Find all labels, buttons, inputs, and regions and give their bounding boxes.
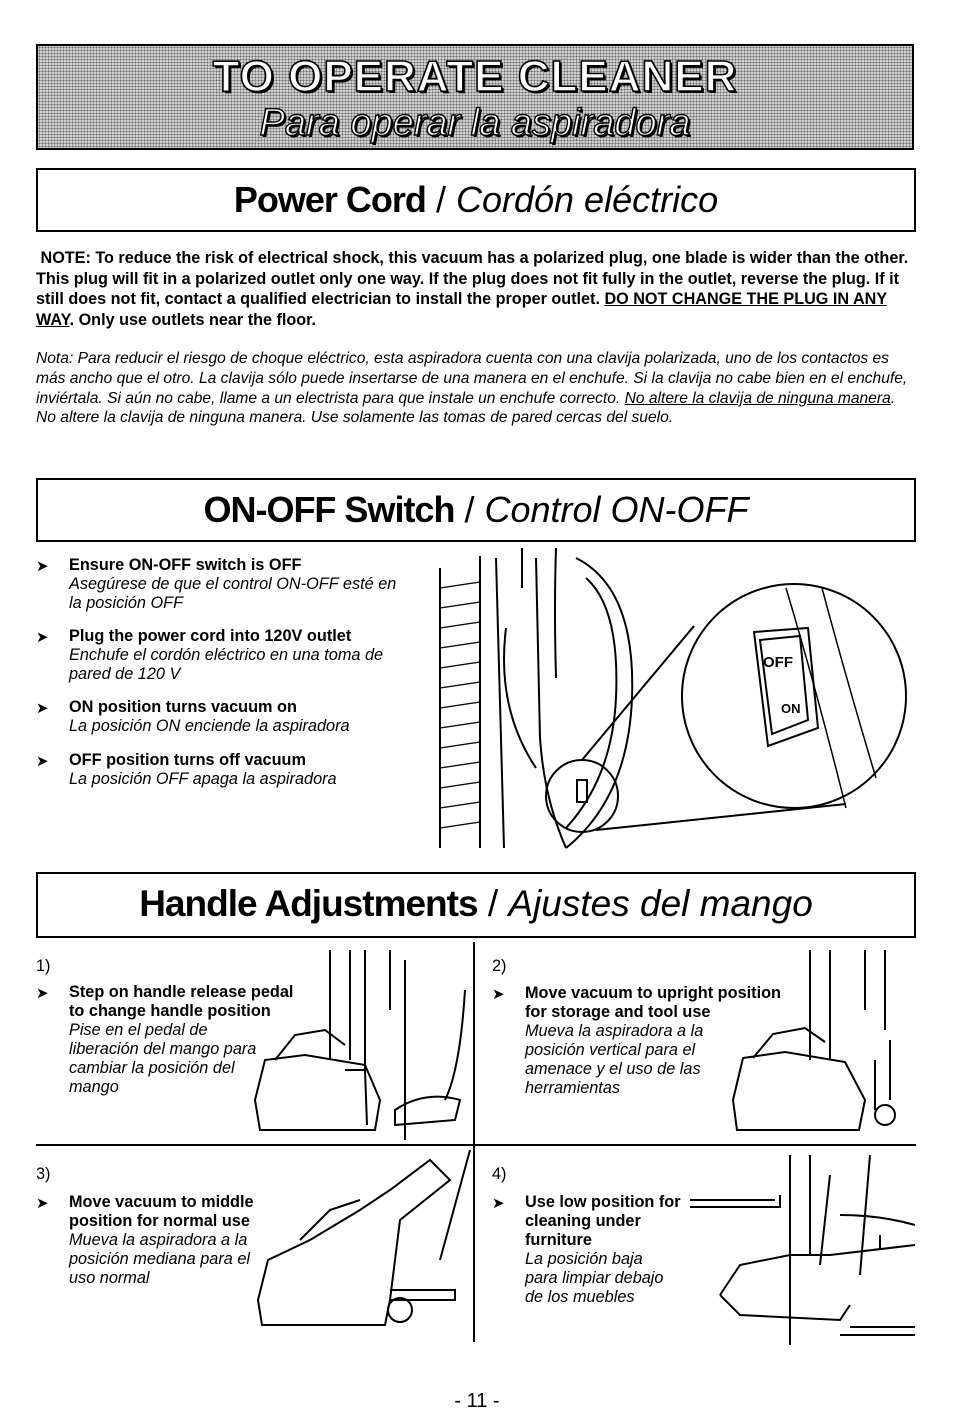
step-text-en: Step on handle release pedal to change handle position (69, 983, 294, 1020)
on-off-step-3 (36, 698, 426, 736)
handle-adjustments-heading (36, 872, 916, 938)
step-number-1: 1) (36, 957, 51, 975)
arrow-icon: ➤ (36, 700, 49, 717)
arrow-icon: ➤ (36, 558, 49, 575)
step-number-3: 3) (36, 1165, 51, 1183)
power-cord-heading-es: Cordón eléctrico (455, 179, 719, 220)
on-off-heading (36, 478, 916, 542)
switch-off-label: OFF (763, 654, 793, 671)
note-text-2: . Only use outlets near the floor. (69, 310, 317, 329)
on-off-heading-en: ON-OFF Switch (203, 489, 455, 530)
step-text-es: Enchufe el cordón eléctrico en una toma de pared de 120 V (69, 646, 384, 683)
handle-heading-en: Handle Adjustments (139, 883, 478, 924)
step-text-en: Ensure ON-OFF switch is OFF (69, 556, 302, 574)
note-warning: DO NOT CHANGE THE PLUG IN ANY WAY (36, 290, 888, 329)
arrow-icon: ➤ (36, 753, 49, 770)
title-banner (36, 44, 914, 150)
step-text-en: Use low position for cleaning under furniture (525, 1193, 681, 1249)
step-text-en: Plug the power cord into 120V outlet (69, 627, 352, 645)
heading-separator: / (435, 179, 446, 220)
nota-text-2: . No altere la clavija de ninguna manera. Use solamente las tomas de pared cercas del suelo. (36, 389, 896, 427)
step-text-es: La posición OFF apaga la aspiradora (69, 770, 337, 788)
power-cord-heading (36, 168, 916, 232)
arrow-icon: ➤ (36, 985, 49, 1002)
page-subtitle: Para operar la aspiradora (259, 102, 691, 144)
arrow-icon: ➤ (36, 629, 49, 646)
page-number: - 11 - (454, 1390, 500, 1412)
step-text-es: Mueva la aspiradora a la posición vertical para el amenace y el uso de las herramientas (525, 1022, 704, 1097)
step-number-2: 2) (492, 957, 507, 975)
step-text-en: Move vacuum to middle position for normal use (69, 1193, 254, 1230)
vacuum-step-4-illustration (680, 1155, 915, 1345)
step-text-es: La posición baja para limpiar debajo de los muebles (525, 1250, 664, 1306)
note-text-1: NOTE: To reduce the risk of electrical shock, this vacuum has a polarized plug, one blade is wider than the other. This plug will fit in a polarized outlet only one way. If the plug does not fit fully in the outlet, reverse the plug. If it still does not fit, contact a qualified electrician to install the proper outlet. (36, 249, 909, 308)
heading-separator: / (464, 489, 475, 530)
vacuum-step-1-illustration (245, 950, 470, 1140)
step-text-es: Asegúrese de que el control ON-OFF esté en la posición OFF (69, 575, 397, 612)
nota-warning: No altere la clavija de ninguna manera (624, 389, 891, 407)
nota-text-1: Nota: Para reducir el riesgo de choque eléctrico, esta aspiradora cuenta con una clavija polarizada, uno de los contactos es más ancho que el otro. La clavija sólo puede insertarse de una manera en el enchufe. Si la clavija no cabe bien en el enchufe, inviértala. Si aún no cabe, llame a un electrista para que instale un enchufe correcto. (36, 350, 908, 407)
on-off-heading-es: Control ON-OFF (484, 489, 749, 530)
on-off-step-2 (36, 627, 426, 684)
vertical-divider (473, 942, 475, 1342)
step-text-en: OFF position turns off vacuum (69, 751, 306, 769)
step-text-en: Move vacuum to upright position for storage and tool use (525, 984, 781, 1021)
arrow-icon: ➤ (492, 1195, 505, 1212)
vacuum-step-3-illustration (250, 1150, 470, 1340)
power-cord-note-en (36, 248, 916, 330)
step-text-es: Mueva la aspiradora a la posición mediana para el uso normal (69, 1231, 251, 1287)
horizontal-divider (36, 1144, 916, 1146)
step-number-4: 4) (492, 1165, 507, 1183)
step-text-es: Pise en el pedal de liberación del mango para cambiar la posición del mango (69, 1021, 257, 1096)
page-title: TO OPERATE CLEANER (212, 52, 738, 101)
on-off-step-4 (36, 751, 426, 789)
heading-separator: / (487, 883, 499, 924)
arrow-icon: ➤ (36, 1195, 49, 1212)
step-text-es: La posición ON enciende la aspiradora (69, 717, 350, 735)
on-off-switch-illustration (436, 548, 918, 852)
arrow-icon: ➤ (492, 986, 505, 1003)
handle-heading-es: Ajustes del mango (508, 883, 813, 924)
power-cord-note-es (36, 349, 916, 428)
vacuum-step-2-illustration (725, 950, 915, 1140)
power-cord-heading-en: Power Cord (233, 179, 426, 220)
step-text-en: ON position turns vacuum on (69, 698, 297, 716)
on-off-step-1 (36, 556, 426, 613)
handle-step-4 (492, 1193, 692, 1307)
switch-on-label: ON (781, 701, 801, 716)
